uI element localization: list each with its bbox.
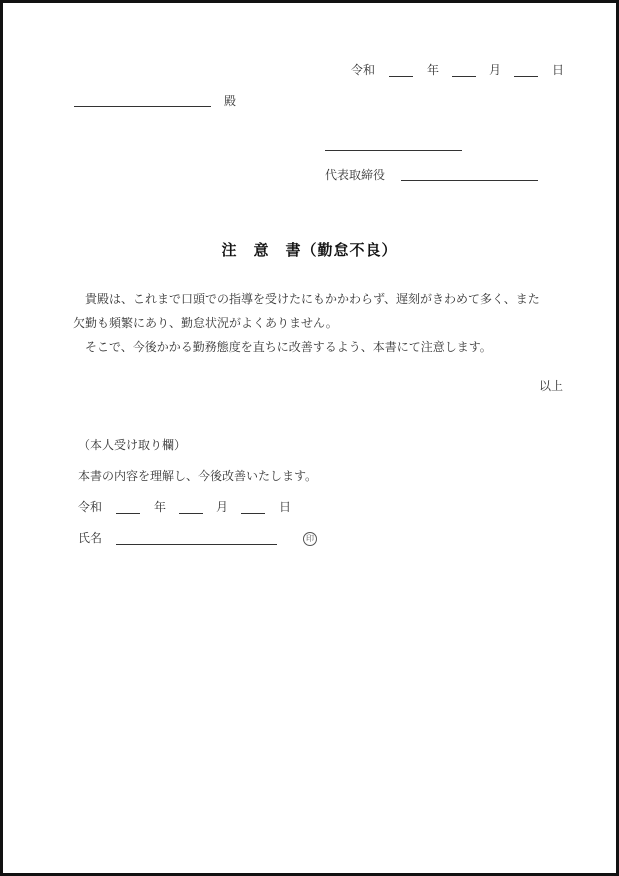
date-month-blank[interactable]	[452, 76, 476, 77]
date-year-label: 年	[427, 63, 440, 77]
addressee-suffix: 殿	[224, 94, 237, 108]
seal-mark: 印	[303, 532, 317, 546]
company-name-blank[interactable]	[325, 150, 462, 151]
addressee-name-blank[interactable]	[74, 106, 211, 107]
date-year-blank[interactable]	[389, 76, 413, 77]
representative-title: 代表取締役	[325, 168, 386, 182]
document-title: 注 意 書（勤怠不良）	[221, 241, 398, 259]
receipt-day-blank[interactable]	[241, 513, 265, 514]
date-month-label: 月	[489, 63, 502, 77]
document-body	[73, 287, 551, 359]
receipt-statement: 本書の内容を理解し、今後改善いたします。	[78, 469, 318, 483]
receipt-day-label: 日	[279, 500, 292, 514]
receipt-name-label: 氏名	[78, 531, 103, 545]
body-paragraph-1: 貴殿は、これまで口頭での指導を受けたにもかかわらず、遅刻がきわめて多く、また欠勤も頻繁にあり、勤怠状況がよくありません。	[73, 292, 540, 330]
receipt-year-blank[interactable]	[116, 513, 140, 514]
representative-name-blank[interactable]	[401, 180, 538, 181]
date-day-blank[interactable]	[514, 76, 538, 77]
receipt-name-blank[interactable]	[116, 544, 277, 545]
receipt-year-label: 年	[154, 500, 167, 514]
date-era: 令和	[351, 63, 376, 77]
closing-text: 以上	[539, 379, 564, 393]
date-day-label: 日	[552, 63, 565, 77]
receipt-month-blank[interactable]	[179, 513, 203, 514]
receipt-month-label: 月	[216, 500, 229, 514]
body-paragraph-2: そこで、今後かかる勤務態度を直ちに改善するよう、本書にて注意します。	[85, 340, 492, 354]
receipt-date-era: 令和	[78, 500, 103, 514]
receipt-heading: （本人受け取り欄）	[78, 438, 187, 452]
